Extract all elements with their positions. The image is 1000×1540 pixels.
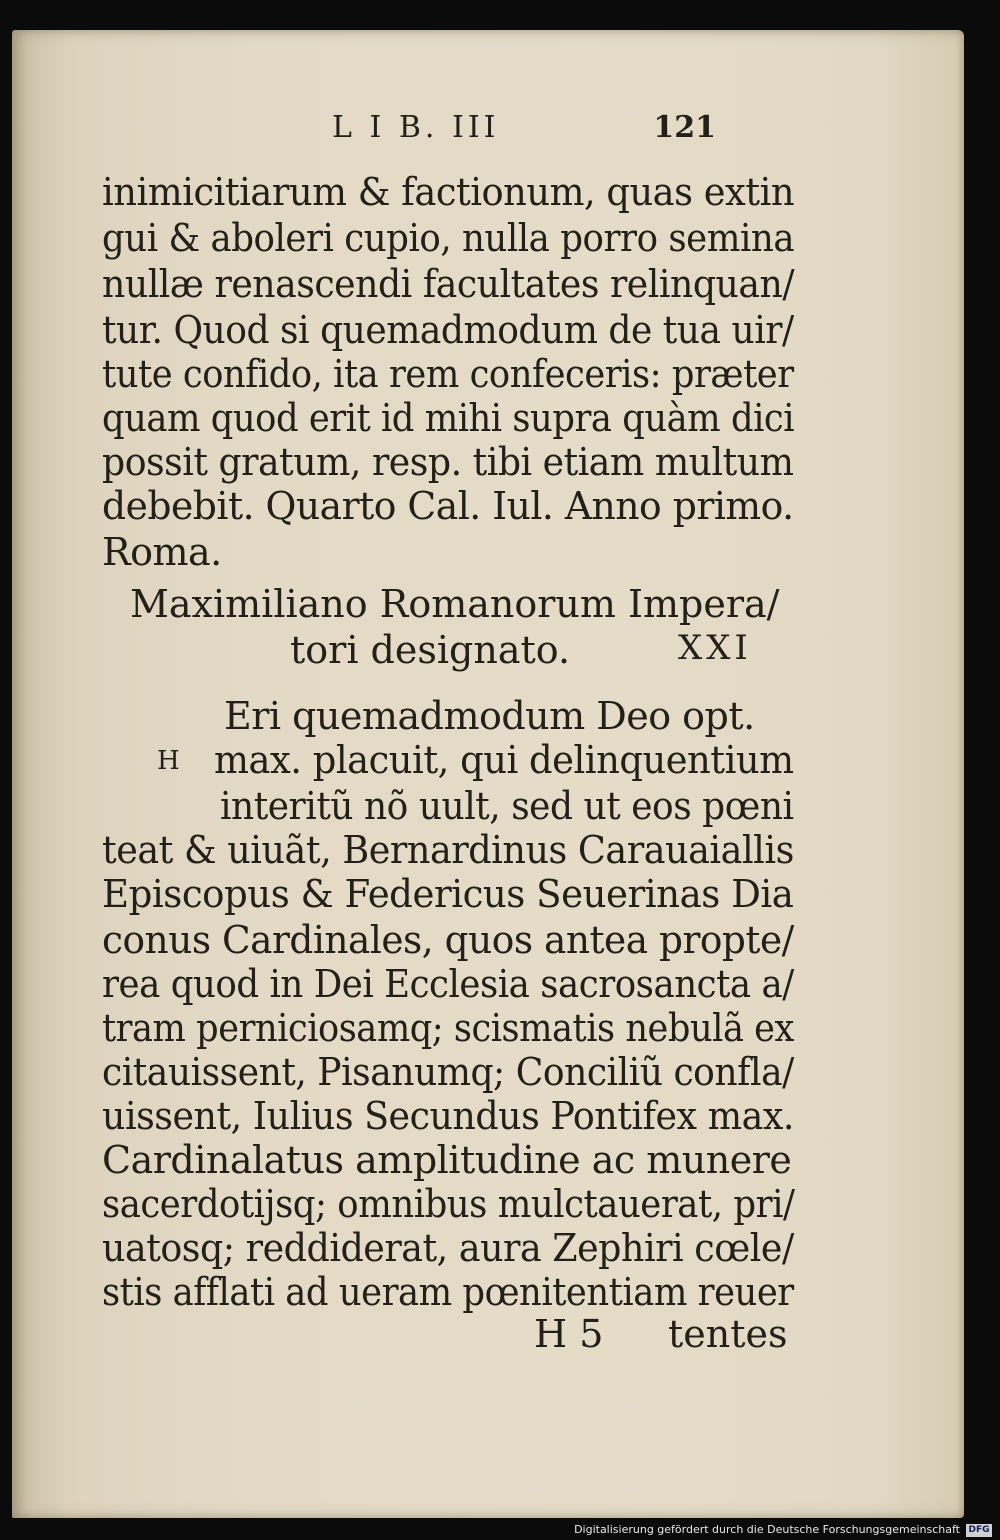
- text-line: teat & uiuãt, Bernardinus Carauaiallis: [102, 828, 794, 872]
- text-line: gui & aboleri cupio, nulla porro semina: [102, 216, 795, 260]
- text-line: inimicitiarum & factionum, quas extin: [102, 170, 795, 214]
- text-line: Cardinalatus amplitudine ac munere: [102, 1138, 792, 1182]
- text-line: Episcopus & Federicus Seuerinas Dia: [102, 872, 794, 916]
- text-line: rea quod in Dei Ecclesia sacrosancta a/: [102, 962, 794, 1006]
- text-line: tram perniciosamq; scismatis nebulã ex: [102, 1006, 794, 1050]
- text-line: possit gratum, resp. tibi etiam multum: [102, 440, 794, 484]
- text-line: tute confido, ita rem confeceris: præter: [102, 352, 794, 396]
- text-line: uissent, Iulius Secundus Pontifex max.: [102, 1094, 794, 1138]
- text-line: Roma.: [102, 530, 222, 574]
- text-line: stis afflati ad ueram pœnitentiam reuer: [102, 1270, 794, 1314]
- text-line: citauissent, Pisanumq; Conciliũ confla/: [102, 1050, 794, 1094]
- book-page: [12, 30, 964, 1518]
- running-head: L I B. III: [332, 110, 500, 145]
- digitization-credit: Digitalisierung gefördert durch die Deutsche Forschungsgemeinschaft: [574, 1523, 960, 1536]
- text-line: Eri quemadmodum Deo opt.: [224, 694, 755, 738]
- text-line: quam quod erit id mihi supra quàm dici: [102, 396, 795, 440]
- letter-heading-line-2: tori designato.: [290, 628, 571, 672]
- text-line: tur. Quod si quemadmodum de tua uir/: [102, 308, 794, 352]
- letter-heading-line-1: Maximiliano Romanorum Impera/: [130, 582, 780, 626]
- initial-letter-guide: H: [157, 746, 180, 776]
- text-line: conus Cardinales, quos antea propte/: [102, 918, 794, 962]
- folio-number: 121: [653, 110, 716, 145]
- dfg-logo: DFG: [966, 1524, 992, 1537]
- text-line: nullæ renascendi facultates relinquan/: [102, 262, 795, 306]
- text-line: uatosq; reddiderat, aura Zephiri cœle/: [102, 1226, 794, 1270]
- signature-mark: H 5: [534, 1312, 604, 1356]
- text-line: interitũ nõ uult, sed ut eos pœni: [220, 784, 794, 828]
- text-line: debebit. Quarto Cal. Iul. Anno primo.: [102, 484, 794, 528]
- catchword: tentes: [668, 1312, 788, 1356]
- letter-number: XXI: [678, 628, 752, 668]
- text-line: sacerdotijsq; omnibus mulctauerat, pri/: [102, 1182, 795, 1226]
- text-line: max. placuit, qui delinquentium: [214, 738, 794, 782]
